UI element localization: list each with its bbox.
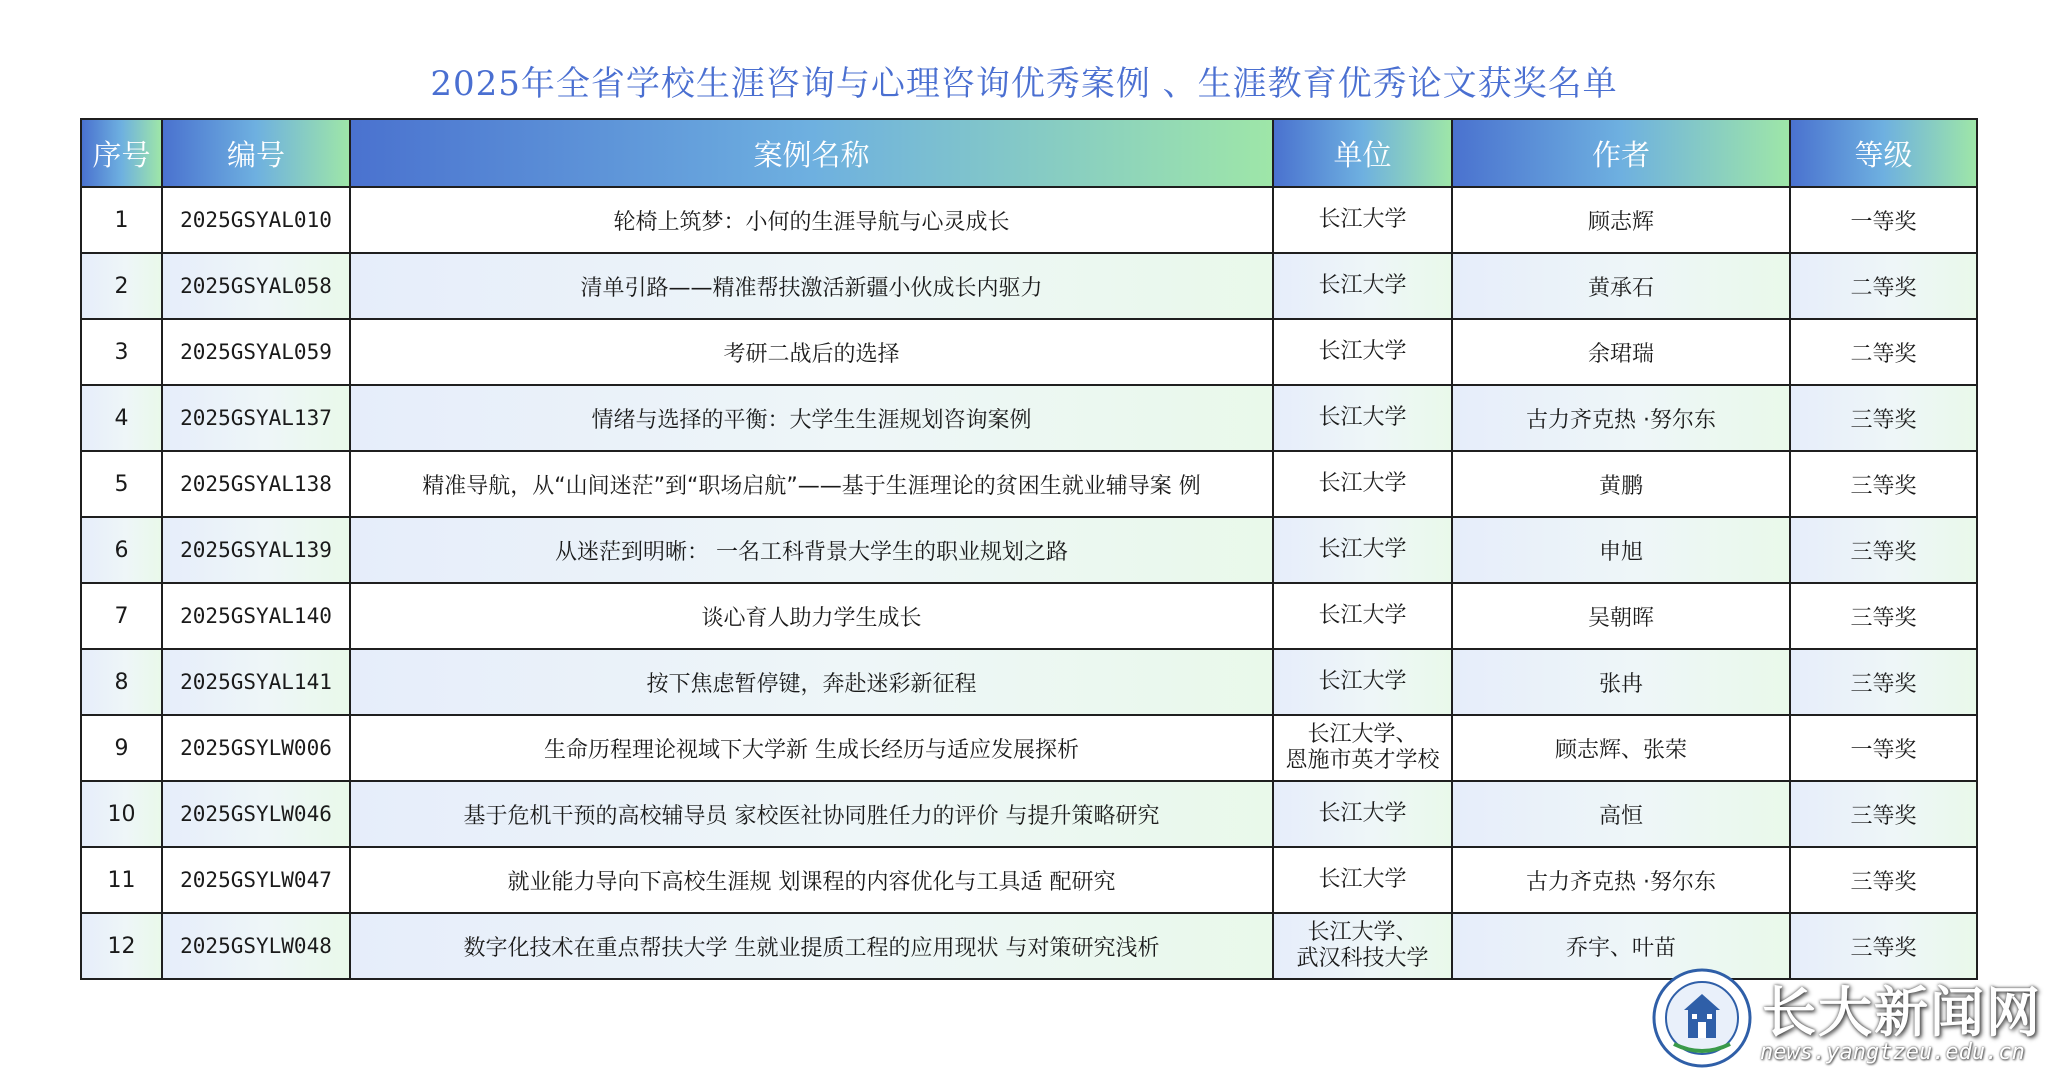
cell-unit: [1273, 913, 1452, 979]
cell-seq: 12: [81, 913, 162, 979]
table-row: [81, 187, 1977, 253]
cell-seq: 11: [81, 847, 162, 913]
cell-seq: 6: [81, 517, 162, 583]
header-code: 编号: [162, 119, 350, 187]
cell-unit: [1273, 451, 1452, 517]
cell-case-name: 生命历程理论视域下大学新 生成长经历与适应发展探析: [350, 715, 1273, 781]
table-row: [81, 319, 1977, 385]
cell-code: 2025GSYLW046: [162, 781, 350, 847]
cell-unit: [1273, 649, 1452, 715]
cell-seq: 1: [81, 187, 162, 253]
header-author: 作者: [1452, 119, 1790, 187]
cell-author: 古力齐克热 ·努尔东: [1452, 385, 1790, 451]
cell-level: 三等奖: [1790, 517, 1977, 583]
cell-unit: [1273, 385, 1452, 451]
cell-author: 乔宇、叶苗: [1452, 913, 1790, 979]
cell-case-name: 按下焦虑暂停键，奔赴迷彩新征程: [350, 649, 1273, 715]
cell-code: 2025GSYAL137: [162, 385, 350, 451]
cell-level: 三等奖: [1790, 781, 1977, 847]
cell-code: 2025GSYAL141: [162, 649, 350, 715]
cell-case-name: 就业能力导向下高校生涯规 划课程的内容优化与工具适 配研究: [350, 847, 1273, 913]
cell-case-name: 轮椅上筑梦：小何的生涯导航与心灵成长: [350, 187, 1273, 253]
cell-author: 黄承石: [1452, 253, 1790, 319]
cell-level: 三等奖: [1790, 583, 1977, 649]
cell-case-name: 从迷茫到明晰： 一名工科背景大学生的职业规划之路: [350, 517, 1273, 583]
cell-seq: 8: [81, 649, 162, 715]
cell-author: 申旭: [1452, 517, 1790, 583]
watermark-site-name: 长大新闻网: [1762, 980, 2042, 1044]
cell-code: 2025GSYLW047: [162, 847, 350, 913]
unit-line: 长江大学: [1318, 471, 1407, 496]
cell-code: 2025GSYLW048: [162, 913, 350, 979]
cell-case-name: 考研二战后的选择: [350, 319, 1273, 385]
cell-code: 2025GSYAL059: [162, 319, 350, 385]
table-row: [81, 253, 1977, 319]
cell-seq: 9: [81, 715, 162, 781]
table-row: [81, 451, 1977, 517]
cell-code: 2025GSYAL139: [162, 517, 350, 583]
header-level: 等级: [1790, 119, 1977, 187]
cell-author: 高恒: [1452, 781, 1790, 847]
unit-line: 长江大学、: [1307, 722, 1418, 747]
table-row: [81, 649, 1977, 715]
cell-unit: [1273, 781, 1452, 847]
cell-case-name: 谈心育人助力学生成长: [350, 583, 1273, 649]
cell-level: 三等奖: [1790, 847, 1977, 913]
cell-seq: 4: [81, 385, 162, 451]
cell-code: 2025GSYAL140: [162, 583, 350, 649]
cell-author: 古力齐克热 ·努尔东: [1452, 847, 1790, 913]
unit-line: 长江大学、: [1307, 920, 1418, 945]
cell-code: 2025GSYAL010: [162, 187, 350, 253]
cell-unit: [1273, 715, 1452, 781]
cell-author: 吴朝晖: [1452, 583, 1790, 649]
cell-level: 二等奖: [1790, 319, 1977, 385]
cell-author: 张冉: [1452, 649, 1790, 715]
cell-seq: 3: [81, 319, 162, 385]
award-table: [80, 118, 1978, 980]
cell-case-name: 数字化技术在重点帮扶大学 生就业提质工程的应用现状 与对策研究浅析: [350, 913, 1273, 979]
cell-code: 2025GSYAL138: [162, 451, 350, 517]
table-row: [81, 583, 1977, 649]
watermark-site-url: news.yangtzeu.edu.cn: [1760, 1040, 2025, 1065]
header-seq: 序号: [81, 119, 162, 187]
unit-line: 长江大学: [1318, 405, 1407, 430]
cell-level: 三等奖: [1790, 451, 1977, 517]
cell-unit: [1273, 319, 1452, 385]
university-logo: [1652, 968, 1752, 1068]
unit-line: 长江大学: [1318, 801, 1407, 826]
header-case-name: 案例名称: [350, 119, 1273, 187]
unit-line: 长江大学: [1318, 603, 1407, 628]
unit-line: 长江大学: [1318, 537, 1407, 562]
cell-unit: [1273, 253, 1452, 319]
table-row: [81, 781, 1977, 847]
page-title: 2025年全省学校生涯咨询与心理咨询优秀案例 、生涯教育优秀论文获奖名单: [430, 64, 1618, 104]
cell-seq: 7: [81, 583, 162, 649]
table-row: [81, 847, 1977, 913]
cell-unit: [1273, 187, 1452, 253]
table-row: [81, 715, 1977, 781]
unit-line: 长江大学: [1318, 339, 1407, 364]
cell-unit: [1273, 517, 1452, 583]
cell-level: 二等奖: [1790, 253, 1977, 319]
unit-line: 长江大学: [1318, 207, 1407, 232]
unit-line: 长江大学: [1318, 669, 1407, 694]
cell-author: 顾志辉、张荣: [1452, 715, 1790, 781]
unit-line: 恩施市英才学校: [1285, 748, 1440, 773]
cell-case-name: 基于危机干预的高校辅导员 家校医社协同胜任力的评价 与提升策略研究: [350, 781, 1273, 847]
unit-line: 长江大学: [1318, 867, 1407, 892]
unit-line: 武汉科技大学: [1296, 946, 1429, 971]
unit-line: 长江大学: [1318, 273, 1407, 298]
cell-unit: [1273, 847, 1452, 913]
header-unit: 单位: [1273, 119, 1452, 187]
cell-seq: 10: [81, 781, 162, 847]
cell-case-name: 精准导航，从“山间迷茫”到“职场启航”——基于生涯理论的贫困生就业辅导案 例: [350, 451, 1273, 517]
table-header-row: [81, 119, 1977, 187]
cell-unit: [1273, 583, 1452, 649]
cell-level: 一等奖: [1790, 715, 1977, 781]
cell-author: 余珺瑞: [1452, 319, 1790, 385]
cell-code: 2025GSYAL058: [162, 253, 350, 319]
cell-level: 一等奖: [1790, 187, 1977, 253]
cell-level: 三等奖: [1790, 385, 1977, 451]
cell-author: 顾志辉: [1452, 187, 1790, 253]
cell-code: 2025GSYLW006: [162, 715, 350, 781]
cell-case-name: 情绪与选择的平衡：大学生生涯规划咨询案例: [350, 385, 1273, 451]
table-row: [81, 385, 1977, 451]
cell-seq: 2: [81, 253, 162, 319]
cell-seq: 5: [81, 451, 162, 517]
table-row: [81, 517, 1977, 583]
cell-case-name: 清单引路——精准帮扶激活新疆小伙成长内驱力: [350, 253, 1273, 319]
cell-level: 三等奖: [1790, 913, 1977, 979]
cell-author: 黄鹏: [1452, 451, 1790, 517]
cell-level: 三等奖: [1790, 649, 1977, 715]
